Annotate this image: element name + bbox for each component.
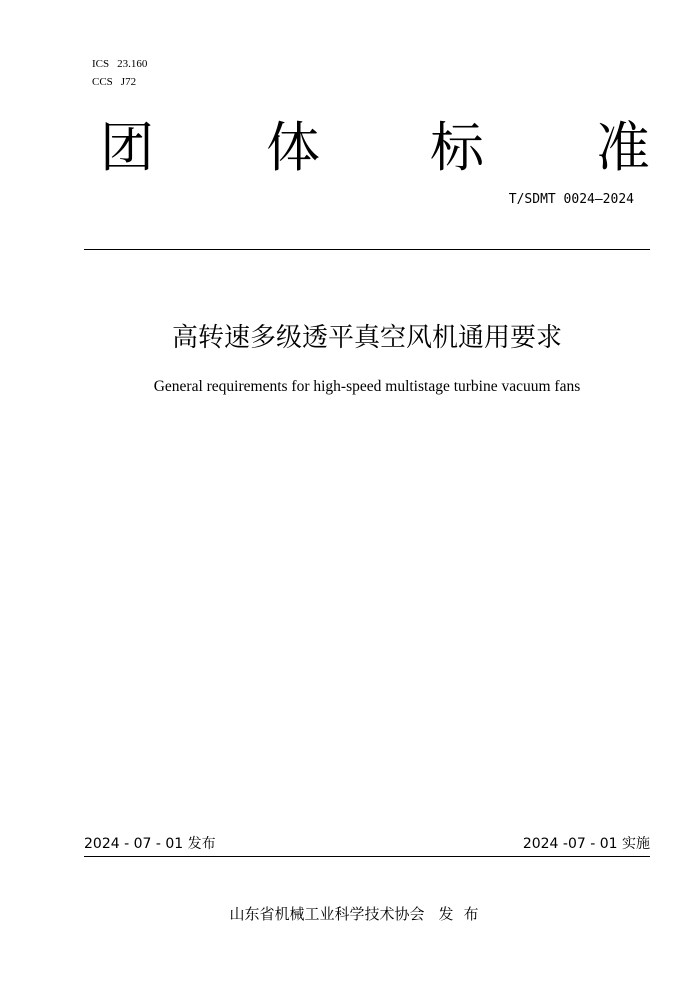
publisher-name: 山东省机械工业科学技术协会: [229, 905, 425, 923]
title-chinese: 高转速多级透平真空风机通用要求: [171, 323, 562, 353]
bottom-divider: [84, 856, 650, 857]
ccs-label: CCS: [92, 76, 113, 88]
classification-codes: [92, 55, 147, 91]
ccs-code: J72: [120, 76, 137, 88]
standard-number: T/SDMT 0024—2024: [508, 192, 634, 207]
issue-date: 2024 - 07 - 01 发布: [84, 836, 216, 852]
document-type-char-2: 体: [266, 116, 320, 179]
implementation-date: 2024 -07 - 01 实施: [522, 836, 650, 852]
ics-code: 23.160: [117, 58, 148, 70]
ccs-row: [92, 73, 147, 91]
document-type-char-3: 标: [430, 116, 484, 179]
ics-row: [92, 55, 147, 73]
title-english: General requirements for high-speed multistage turbine vacuum fans: [153, 378, 581, 395]
document-type-char-1: 团: [100, 116, 154, 179]
publisher-action: 发布: [438, 905, 489, 923]
ics-label: ICS: [92, 58, 110, 70]
publisher-line: [0, 903, 700, 925]
document-type-heading: [100, 115, 652, 181]
document-type-char-4: 准: [596, 116, 650, 179]
top-divider: [84, 249, 650, 250]
